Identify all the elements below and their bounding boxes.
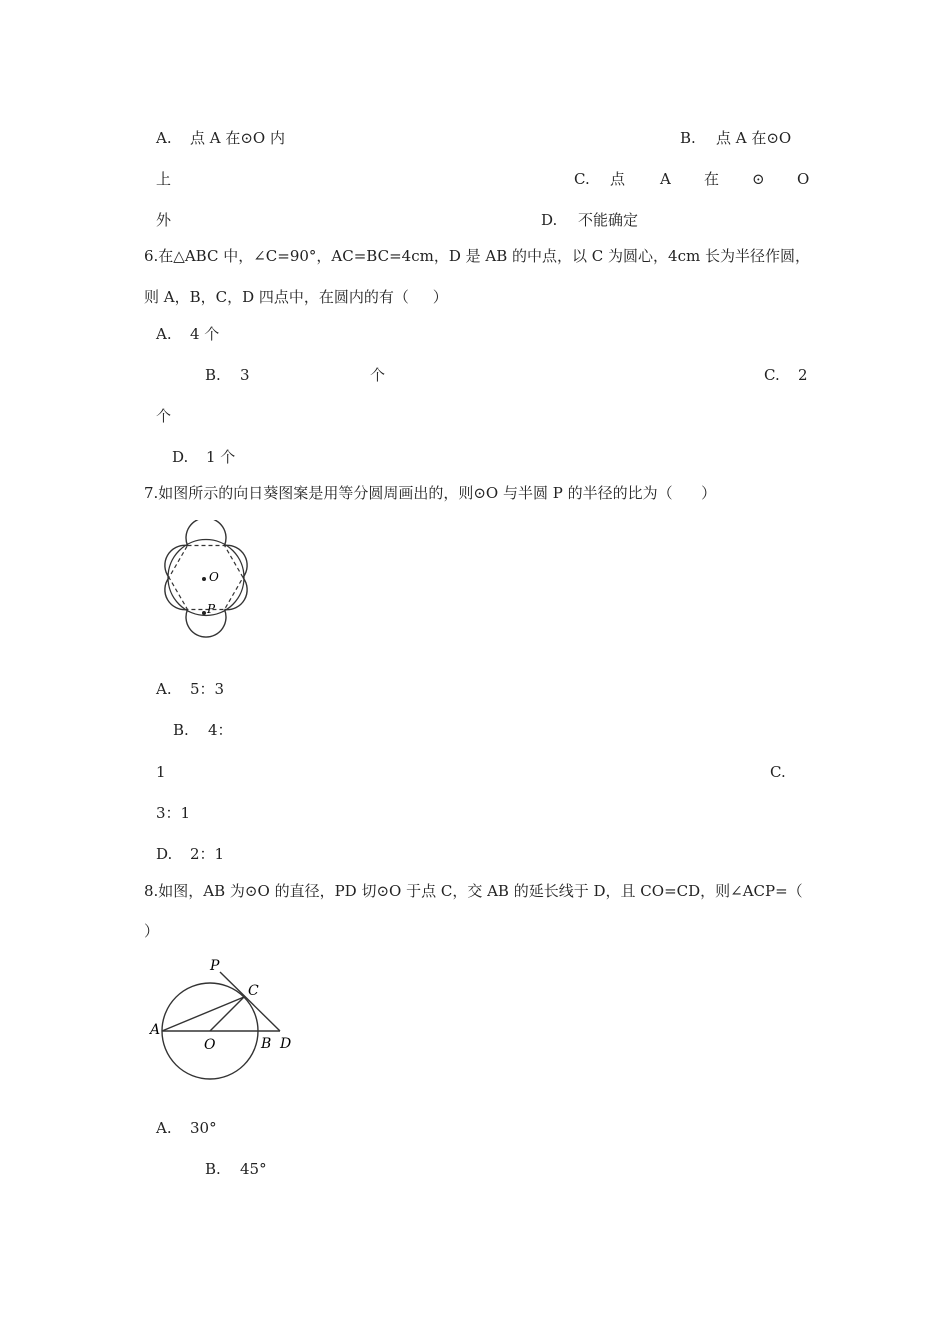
q5-option-b-text: 点 A 在⊙O xyxy=(716,129,792,147)
q6-option-b-unit: 个 xyxy=(370,366,386,384)
q7-option-a-text: 5：3 xyxy=(190,680,225,698)
q8-option-a-label: A. xyxy=(156,1119,172,1137)
q5-option-c-part3: 在 xyxy=(704,170,720,188)
sunflower-label-o: O xyxy=(209,570,219,584)
q8-stem-line1: 8.如图，AB 为⊙O 的直径，PD 切⊙O 于点 C，交 AB 的延长线于 D，且 CO=CD，则∠ACP=（ xyxy=(144,882,803,900)
q6-option-d-text: 1 个 xyxy=(206,448,236,466)
sunflower-label-p: P xyxy=(207,602,216,616)
q7-option-d-text: 2：1 xyxy=(190,845,225,863)
q5-option-c-part4: ⊙ xyxy=(752,170,765,188)
q7-option-b-text: 4： xyxy=(208,721,233,739)
q7-option-a-label: A. xyxy=(156,680,172,698)
q5-option-c-part5: O xyxy=(797,170,810,188)
q6-stem-line1: 6.在△ABC 中，∠C=90°，AC=BC=4cm，D 是 AB 的中点，以 C 为圆心，4cm 长为半径作圆， xyxy=(144,247,810,265)
q5-option-a-text: 点 A 在⊙O 内 xyxy=(190,129,286,147)
figure-label-c: C xyxy=(248,983,259,999)
q5-option-d-text: 不能确定 xyxy=(578,211,639,229)
q7-option-b-tail: 1 xyxy=(156,763,166,781)
figure-label-o: O xyxy=(204,1037,216,1053)
q5-option-b-label: B. xyxy=(680,129,696,147)
figure-label-b: B xyxy=(261,1036,272,1052)
q7-option-c-text: 3：1 xyxy=(156,804,191,822)
q5-option-a-label: A. xyxy=(156,129,172,147)
q6-option-a-label: A. xyxy=(156,325,172,343)
q7-stem: 7.如图所示的向日葵图案是用等分圆周画出的，则⊙O 与半圆 P 的半径的比为（ ） xyxy=(144,484,717,502)
circle-tangent-figure xyxy=(148,955,304,1081)
q6-option-b-label: B. xyxy=(205,366,221,384)
q8-option-a-text: 30° xyxy=(190,1119,217,1137)
q6-option-c-tail: 个 xyxy=(156,407,172,425)
q7-option-d-label: D. xyxy=(156,845,173,863)
q5-option-c-tail: 外 xyxy=(156,211,172,229)
q6-option-c-label: C. xyxy=(764,366,780,384)
q7-option-b-label: B. xyxy=(173,721,189,739)
figure-label-d: D xyxy=(280,1036,292,1052)
q6-option-d-label: D. xyxy=(172,448,189,466)
figure-label-p: P xyxy=(210,958,220,974)
q6-option-b-number: 3 xyxy=(240,366,250,384)
q8-stem-line2: ） xyxy=(144,922,160,940)
q5-option-c-part1: 点 xyxy=(610,170,626,188)
q5-option-c-part2: A xyxy=(660,170,671,188)
sunflower-figure xyxy=(150,520,262,638)
q6-stem-line2: 则 A，B，C，D 四点中，在圆内的有（ ） xyxy=(144,288,448,306)
q5-option-d-label: D. xyxy=(541,211,558,229)
q5-option-b-tail: 上 xyxy=(156,170,172,188)
q6-option-c-number: 2 xyxy=(798,366,808,384)
figure-label-a: A xyxy=(150,1022,161,1038)
q5-option-c-label: C. xyxy=(574,170,590,188)
q8-option-b-label: B. xyxy=(205,1160,221,1178)
q7-option-c-label: C. xyxy=(770,763,786,781)
q8-option-b-text: 45° xyxy=(240,1160,267,1178)
q6-option-a-text: 4 个 xyxy=(190,325,220,343)
